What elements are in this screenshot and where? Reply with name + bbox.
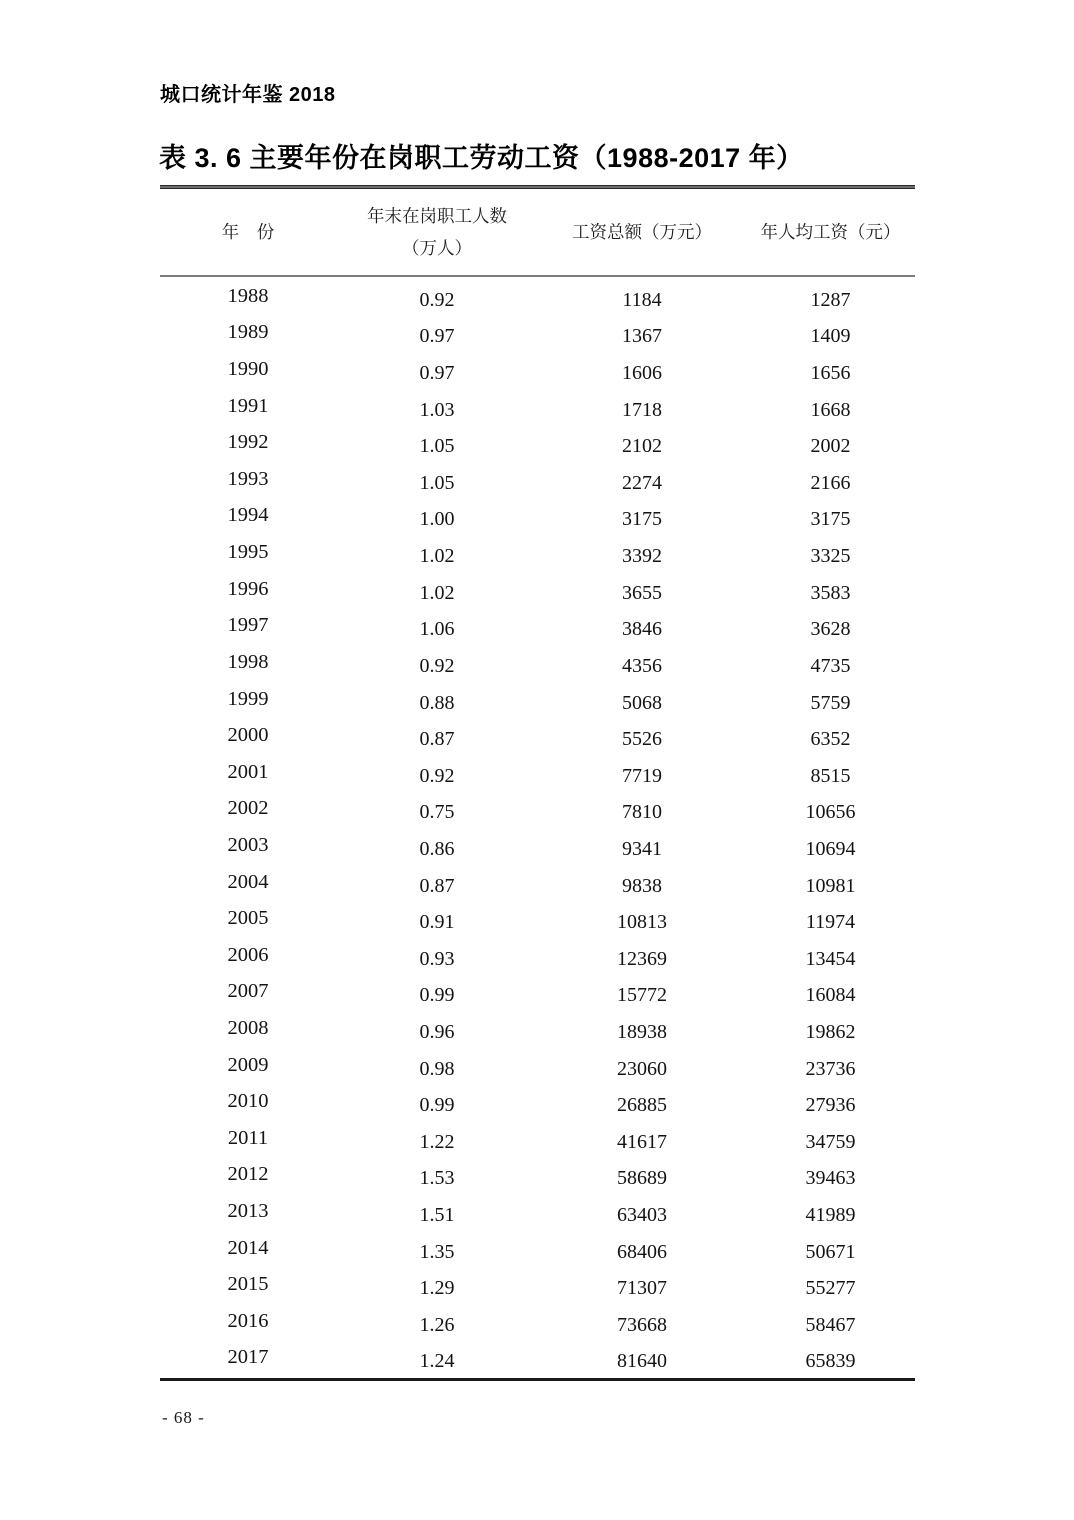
value-cell: 7719 [622, 764, 662, 787]
value-cell: 27936 [805, 1094, 856, 1117]
value-cell: 0.97 [419, 325, 455, 348]
table-row [160, 315, 915, 352]
table-row [160, 827, 915, 864]
table-row [160, 534, 915, 571]
value-cell: 13454 [805, 947, 856, 970]
table-row [160, 1193, 915, 1230]
year-cell: 1995 [227, 541, 269, 564]
year-cell: 2010 [227, 1090, 269, 1113]
value-cell: 10981 [805, 874, 856, 897]
value-cell: 0.99 [419, 984, 455, 1007]
year-cell: 2008 [227, 1016, 269, 1039]
table-row [160, 1303, 915, 1340]
value-cell: 12369 [617, 947, 667, 970]
value-cell: 16084 [805, 984, 856, 1007]
value-cell: 39463 [805, 1167, 856, 1190]
value-cell: 5068 [622, 691, 662, 714]
year-cell: 1989 [227, 321, 269, 344]
value-cell: 3175 [810, 508, 851, 531]
value-cell: 1.02 [419, 581, 455, 604]
year-cell: 1991 [227, 394, 269, 417]
value-cell: 26885 [617, 1094, 667, 1117]
table-row [160, 278, 915, 315]
value-cell: 1.53 [419, 1167, 455, 1190]
book-title: 城口统计年鉴 2018 [160, 84, 336, 106]
column-header-staff-line1: 年末在岗职工人数 [367, 205, 507, 226]
value-cell: 11974 [805, 911, 856, 934]
year-cell: 2014 [227, 1236, 269, 1259]
year-cell: 2004 [227, 870, 269, 893]
value-cell: 1656 [810, 362, 851, 385]
value-cell: 1367 [622, 325, 662, 348]
value-cell: 23736 [805, 1057, 856, 1080]
year-cell: 2002 [227, 797, 269, 820]
value-cell: 41989 [805, 1204, 856, 1227]
year-cell: 1988 [227, 284, 269, 307]
year-cell: 2009 [227, 1053, 269, 1076]
year-cell: 1994 [227, 504, 269, 527]
year-cell: 1996 [227, 577, 269, 600]
value-cell: 0.91 [419, 911, 455, 934]
table-row [160, 1010, 915, 1047]
value-cell: 23060 [617, 1057, 667, 1080]
table-row [160, 571, 915, 608]
table-row [160, 424, 915, 461]
value-cell: 41617 [617, 1130, 667, 1153]
table-row [160, 974, 915, 1011]
value-cell: 58467 [805, 1313, 856, 1336]
year-cell: 2007 [227, 980, 269, 1003]
table-row [160, 1047, 915, 1084]
value-cell: 1.03 [419, 398, 455, 421]
value-cell: 3392 [622, 545, 662, 568]
value-cell: 2274 [622, 471, 662, 494]
value-cell: 63403 [617, 1204, 667, 1227]
table-row [160, 864, 915, 901]
table-row [160, 1230, 915, 1267]
value-cell: 1.26 [419, 1313, 455, 1336]
table-row [160, 681, 915, 718]
value-cell: 4356 [622, 654, 662, 677]
value-cell: 1.05 [419, 435, 455, 458]
column-header-total-wage: 工资总额（万元） [572, 221, 712, 242]
value-cell: 0.93 [419, 947, 455, 970]
value-cell: 5759 [810, 691, 851, 714]
value-cell: 3846 [622, 618, 662, 641]
value-cell: 18938 [617, 1020, 667, 1043]
value-cell: 1.06 [419, 618, 455, 641]
value-cell: 2166 [810, 471, 851, 494]
table-header-row [160, 189, 915, 275]
year-cell: 2015 [227, 1273, 269, 1296]
value-cell: 0.86 [419, 837, 455, 860]
value-cell: 1.24 [419, 1350, 455, 1373]
table-row [160, 607, 915, 644]
table-row [160, 937, 915, 974]
year-cell: 1997 [227, 614, 269, 637]
value-cell: 6352 [810, 728, 851, 751]
year-cell: 2011 [227, 1126, 269, 1149]
value-cell: 0.97 [419, 362, 455, 385]
value-cell: 0.87 [419, 874, 455, 897]
table-bottom-rule [160, 1378, 915, 1381]
value-cell: 1.51 [419, 1204, 455, 1227]
table-row [160, 754, 915, 791]
table-row [160, 1083, 915, 1120]
value-cell: 1668 [810, 398, 851, 421]
year-cell: 2001 [227, 760, 269, 783]
value-cell: 7810 [622, 801, 662, 824]
value-cell: 58689 [617, 1167, 667, 1190]
value-cell: 73668 [617, 1313, 667, 1336]
value-cell: 1.35 [419, 1240, 455, 1263]
value-cell: 9341 [622, 837, 662, 860]
value-cell: 8515 [810, 764, 851, 787]
table-row [160, 461, 915, 498]
table-row [160, 791, 915, 828]
value-cell: 34759 [805, 1130, 856, 1153]
value-cell: 0.87 [419, 728, 455, 751]
value-cell: 1718 [622, 398, 662, 421]
value-cell: 0.75 [419, 801, 455, 824]
column-header-year: 年 份 [221, 221, 275, 242]
value-cell: 3175 [622, 508, 662, 531]
value-cell: 0.92 [419, 288, 455, 311]
value-cell: 1.05 [419, 471, 455, 494]
year-cell: 2006 [227, 943, 269, 966]
value-cell: 0.92 [419, 764, 455, 787]
value-cell: 9838 [622, 874, 662, 897]
value-cell: 81640 [617, 1350, 667, 1373]
table-row [160, 1120, 915, 1157]
value-cell: 2002 [810, 435, 851, 458]
year-cell: 2016 [227, 1309, 269, 1332]
year-cell: 1999 [227, 687, 269, 710]
year-cell: 2012 [227, 1163, 269, 1186]
value-cell: 3655 [622, 581, 662, 604]
value-cell: 5526 [622, 728, 662, 751]
value-cell: 10656 [805, 801, 856, 824]
table-row [160, 717, 915, 754]
value-cell: 0.88 [419, 691, 455, 714]
table-title: 表 3. 6 主要年份在岗职工劳动工资（1988-2017 年） [159, 143, 804, 173]
table-body [160, 277, 915, 1376]
table-row [160, 644, 915, 681]
year-cell: 2003 [227, 833, 269, 856]
page-number: - 68 - [162, 1408, 205, 1427]
year-cell: 2000 [227, 724, 269, 747]
value-cell: 1.02 [419, 545, 455, 568]
value-cell: 3325 [810, 545, 851, 568]
year-cell: 1993 [227, 467, 269, 490]
value-cell: 3628 [810, 618, 851, 641]
value-cell: 2102 [622, 435, 662, 458]
wage-table [160, 185, 915, 1381]
value-cell: 0.98 [419, 1057, 455, 1080]
value-cell: 3583 [810, 581, 851, 604]
table-row [160, 351, 915, 388]
value-cell: 0.96 [419, 1020, 455, 1043]
year-cell: 1992 [227, 431, 269, 454]
value-cell: 55277 [805, 1277, 856, 1300]
table-row [160, 1340, 915, 1377]
column-header-staff-count [336, 200, 538, 265]
table-row [160, 1157, 915, 1194]
column-header-avg-wage: 年人均工资（元） [760, 221, 901, 242]
value-cell: 65839 [805, 1350, 856, 1373]
table-row [160, 900, 915, 937]
value-cell: 0.92 [419, 654, 455, 677]
value-cell: 15772 [617, 984, 667, 1007]
table-row [160, 498, 915, 535]
value-cell: 0.99 [419, 1094, 455, 1117]
year-cell: 1990 [227, 358, 269, 381]
value-cell: 1.29 [419, 1277, 455, 1300]
year-cell: 2017 [227, 1346, 269, 1369]
value-cell: 4735 [810, 654, 851, 677]
value-cell: 1287 [810, 288, 851, 311]
year-cell: 2013 [227, 1200, 269, 1223]
value-cell: 1.00 [419, 508, 455, 531]
value-cell: 19862 [805, 1020, 856, 1043]
year-cell: 1998 [227, 650, 269, 673]
value-cell: 1606 [622, 362, 662, 385]
value-cell: 50671 [805, 1240, 856, 1263]
value-cell: 71307 [617, 1277, 667, 1300]
value-cell: 10694 [805, 837, 856, 860]
table-row [160, 388, 915, 425]
value-cell: 10813 [617, 911, 667, 934]
value-cell: 68406 [617, 1240, 667, 1263]
column-header-staff-line2: （万人） [402, 238, 472, 258]
value-cell: 1184 [622, 288, 662, 311]
table-row [160, 1266, 915, 1303]
value-cell: 1409 [810, 325, 851, 348]
year-cell: 2005 [227, 907, 269, 930]
value-cell: 1.22 [419, 1130, 455, 1153]
